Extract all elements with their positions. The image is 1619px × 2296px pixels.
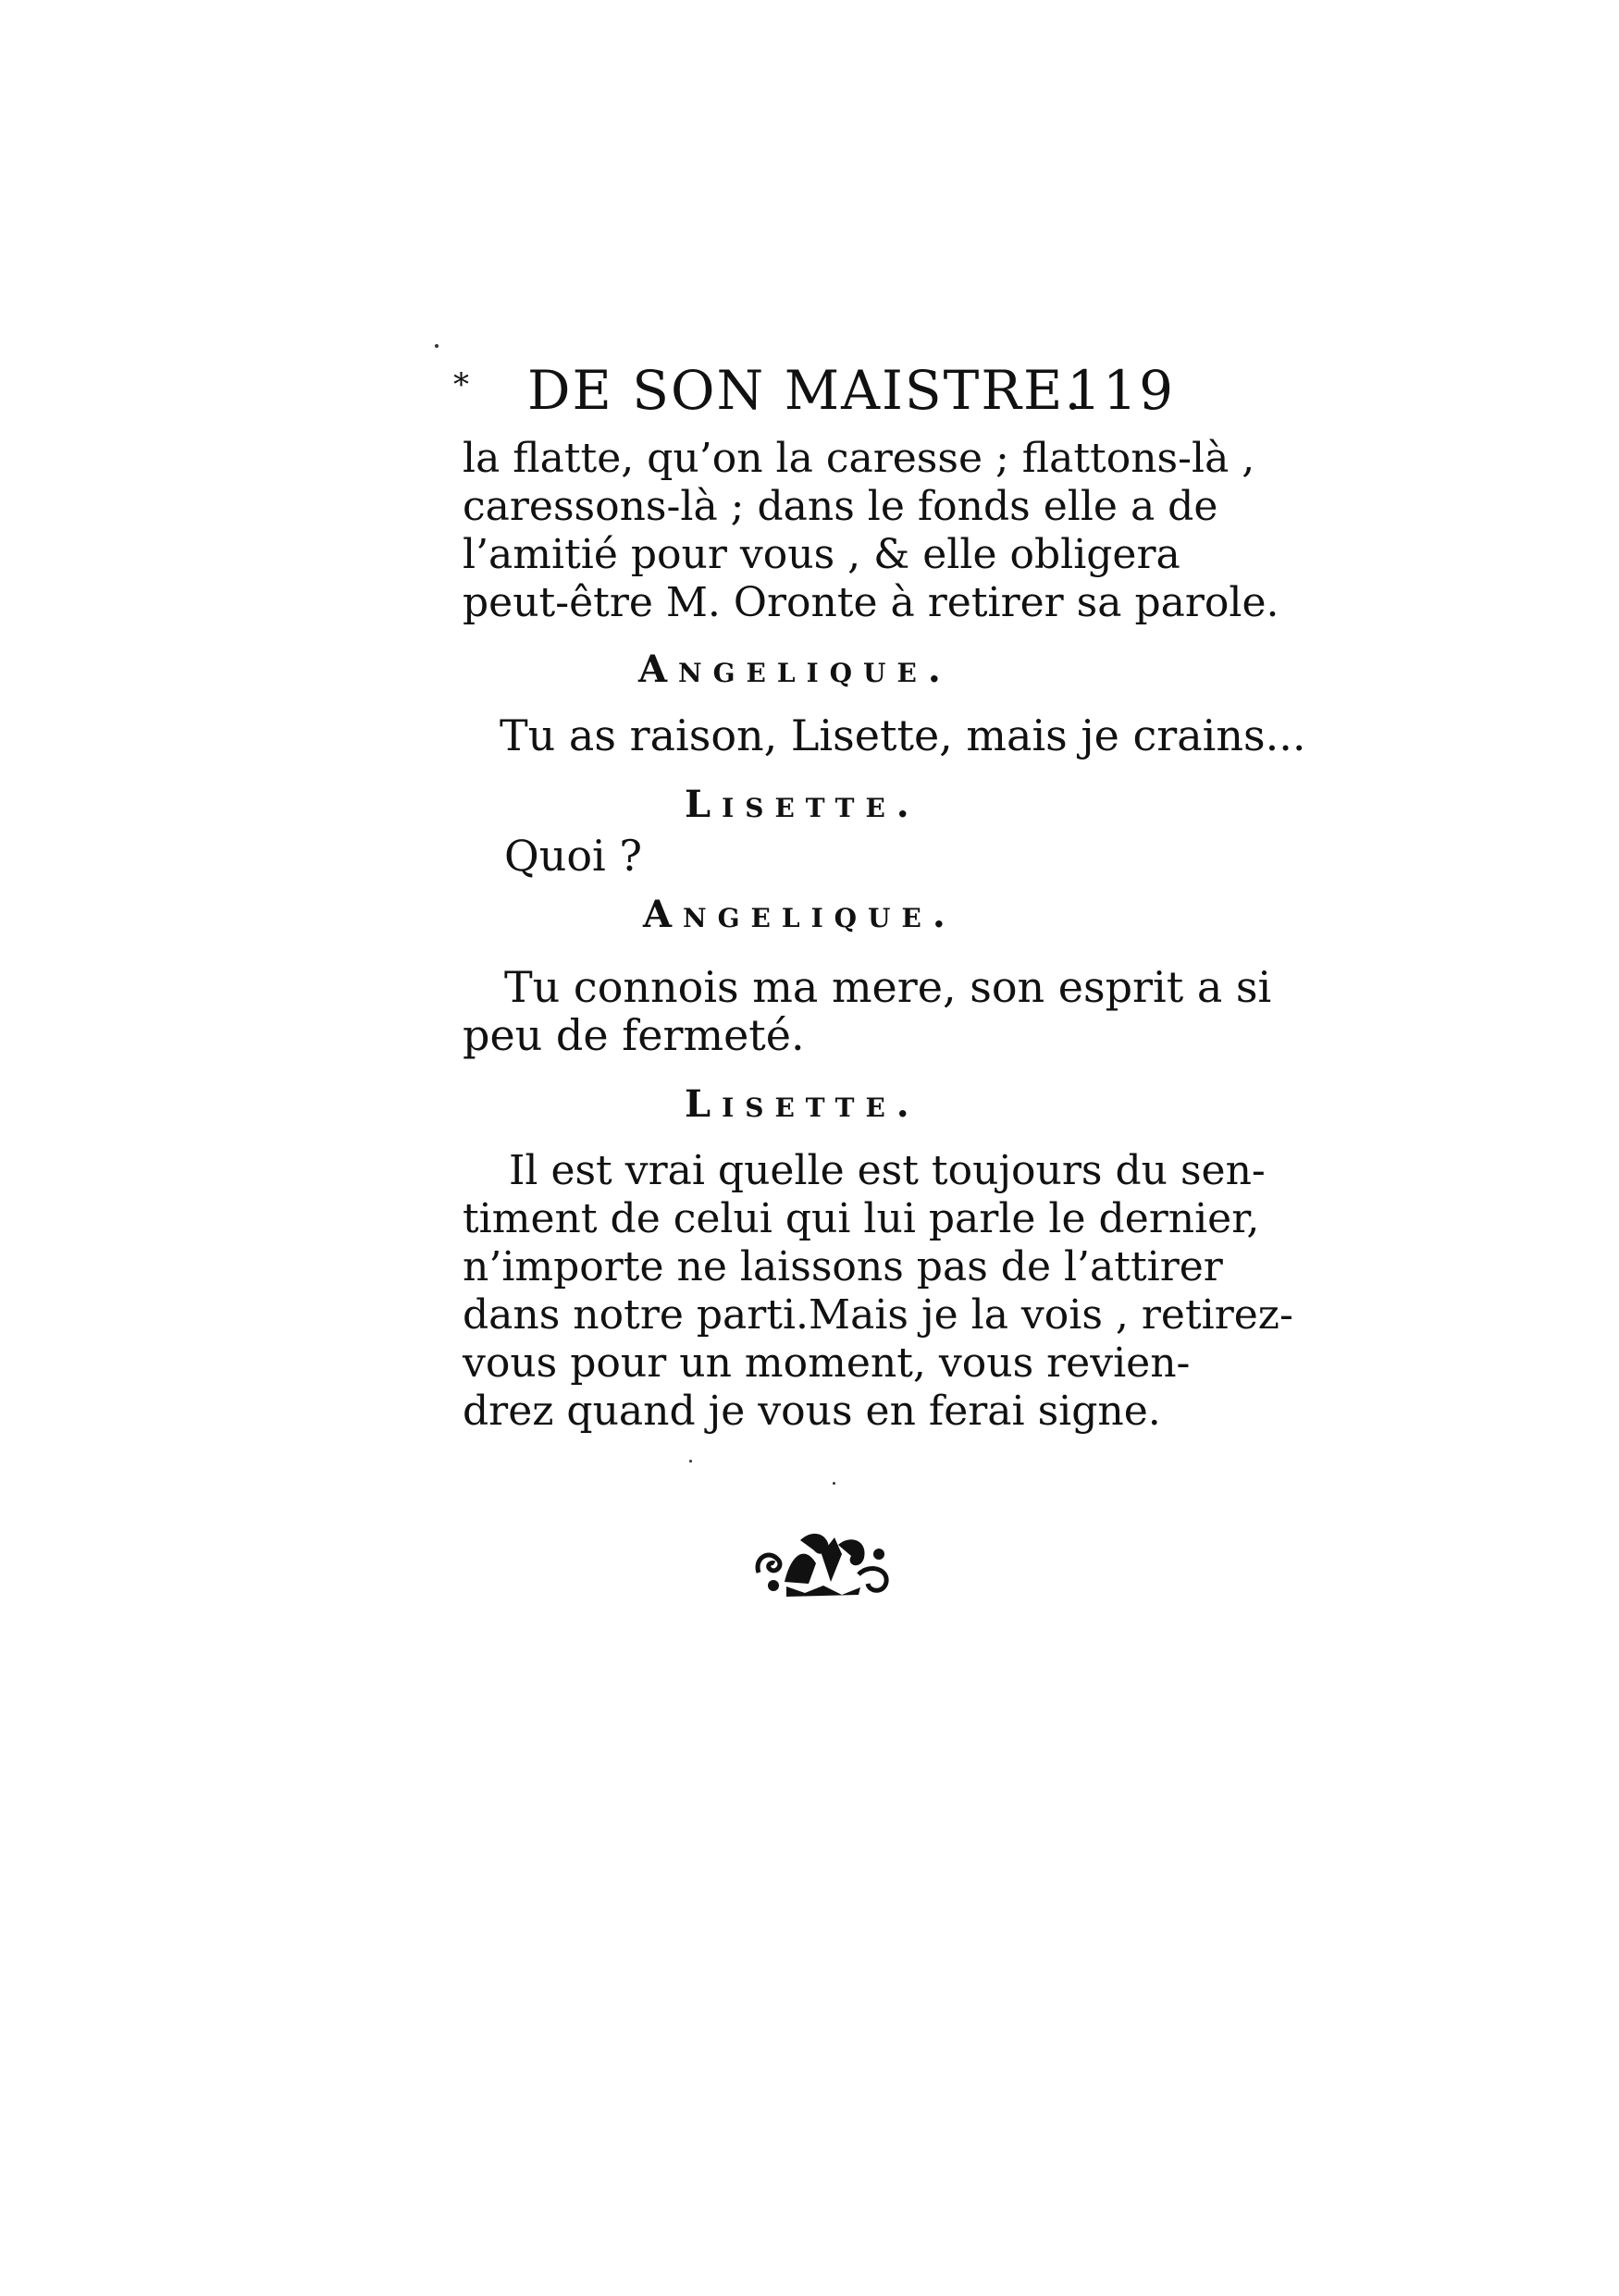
text-line: drez quand je vous en ferai signe.: [463, 1388, 1161, 1435]
running-header: [453, 359, 1175, 424]
text-line: vous pour un moment, vous revien-: [463, 1339, 1191, 1387]
ink-speck: [833, 1482, 835, 1485]
speech-line: Tu connois ma mere, son esprit a si: [504, 962, 1272, 1012]
speaker-name: Lisette.: [685, 1082, 921, 1126]
text-line: dans notre parti.Mais je la vois , retirez-: [463, 1291, 1293, 1339]
fleuron-ornament-icon: [749, 1517, 897, 1600]
text-line: caressons-là ; dans le fonds elle a de: [463, 483, 1218, 530]
text-line: timent de celui qui lui parle le dernier,: [463, 1195, 1260, 1242]
speech-line: Tu as raison, Lisette, mais je crains...: [500, 710, 1306, 760]
ink-speck: [689, 1460, 692, 1463]
speaker-name: Lisette.: [685, 783, 921, 826]
speech-line: Quoi ?: [504, 831, 643, 881]
speech-line: peu de fermeté.: [463, 1010, 805, 1060]
ink-speck: [435, 344, 439, 348]
text-line: la flatte, qu’on la caresse ; flattons-là ,: [463, 435, 1255, 482]
running-title: DE SON MAISTRE.: [527, 359, 1083, 422]
header-mark: *: [453, 366, 471, 403]
speaker-name: Angelique.: [643, 893, 957, 936]
text-line: n’importe ne laissons pas de l’attirer: [463, 1243, 1223, 1290]
text-line: Il est vrai quelle est toujours du sen-: [509, 1147, 1266, 1194]
speaker-name: Angelique.: [638, 648, 952, 691]
text-line: l’amitié pour vous , & elle obligera: [463, 531, 1180, 578]
page-number: 119: [1067, 359, 1175, 422]
text-line: peut-être M. Oronte à retirer sa parole.: [463, 579, 1279, 626]
